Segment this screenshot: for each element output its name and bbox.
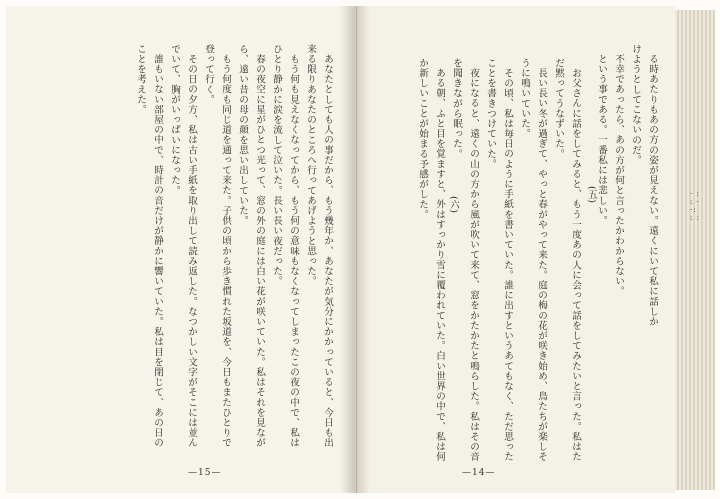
right-top-paragraph: る時あたりもあの方の姿が見えない。遠くにいて私に話しかけようとしてこないのだ。 [630,44,658,327]
right-paragraph: お父さんに話をしてみると、もう一度あの人に会って話をしてみたいと言った。私はただ黙ってうなずいた。 [553,58,581,462]
left-page-body [20,44,336,448]
section-heading-five: (五) [586,186,597,203]
right-top-paragraph: という事である。一番私には悲しい。 [596,53,607,226]
left-paragraph: その日の夕方、私は古い手紙を取り出して読み返した。なつかしい文字がそこには並んでいて、胸がいっぱいになった。 [169,44,197,448]
edge-ink-marks: · : : · ·: : : [690,190,700,222]
left-paragraph: 春の夜空に星がひとつ光って、窓の外の庭には白い花が咲いていた。私はそれを見ながら、遠い昔の母の顔を思い出していた。 [237,44,265,448]
left-paragraph: もう何度も同じ道を通って来た。子供の頃から歩き慣れた坂道を、今日もまたひとりで登って行く。 [203,44,231,448]
right-paragraph: ある朝、ふと目を覚ますと、外はすっかり雪に覆われていた。白い世界の中で、私は何か新しいことが始まる予感がした。 [417,58,445,462]
right-page-body [360,58,584,464]
left-paragraph: もう何も見えなくなってから、もう何の意味もなくなってしまったこの夜の中で、私はひとり静かに涙を流して泣いた。長い長い夜だった。 [271,44,299,448]
right-paragraph: 長い長い冬が過ぎて、やっと春がやって来た。庭の梅の花が咲き始め、鳥たちが楽しそうに鳴いていた。 [519,58,547,462]
left-paragraph: あなたとしても人の事だから、もう幾年か、あなたが気分にかかっていると、今日も出来る限りあなたのところへ行ってあげようと思った。 [305,44,333,448]
left-paragraph: 誰もいない部屋の中で、時計の音だけが静かに響いていた。私は目を閉じて、あの日のことを考えた。 [135,44,163,448]
right-top-paragraph: 不幸であったら、あの方が何と言ったかわからない。 [613,53,624,296]
right-paragraph: 夜になると、遠くの山の方から風が吹いて来て、窓をかたかたと鳴らした。私はその音を聞きながら眠った。 [451,58,479,462]
right-page-number: —14— [462,468,496,478]
right-paragraph: その頃、私は毎日のように手紙を書いていた。誰に出すというあてもなく、ただ思ったことを書きつけていた。 [485,58,513,462]
left-page-number: —15— [188,468,222,478]
page-edges [675,10,715,490]
section-heading-six: (六) [448,196,459,213]
